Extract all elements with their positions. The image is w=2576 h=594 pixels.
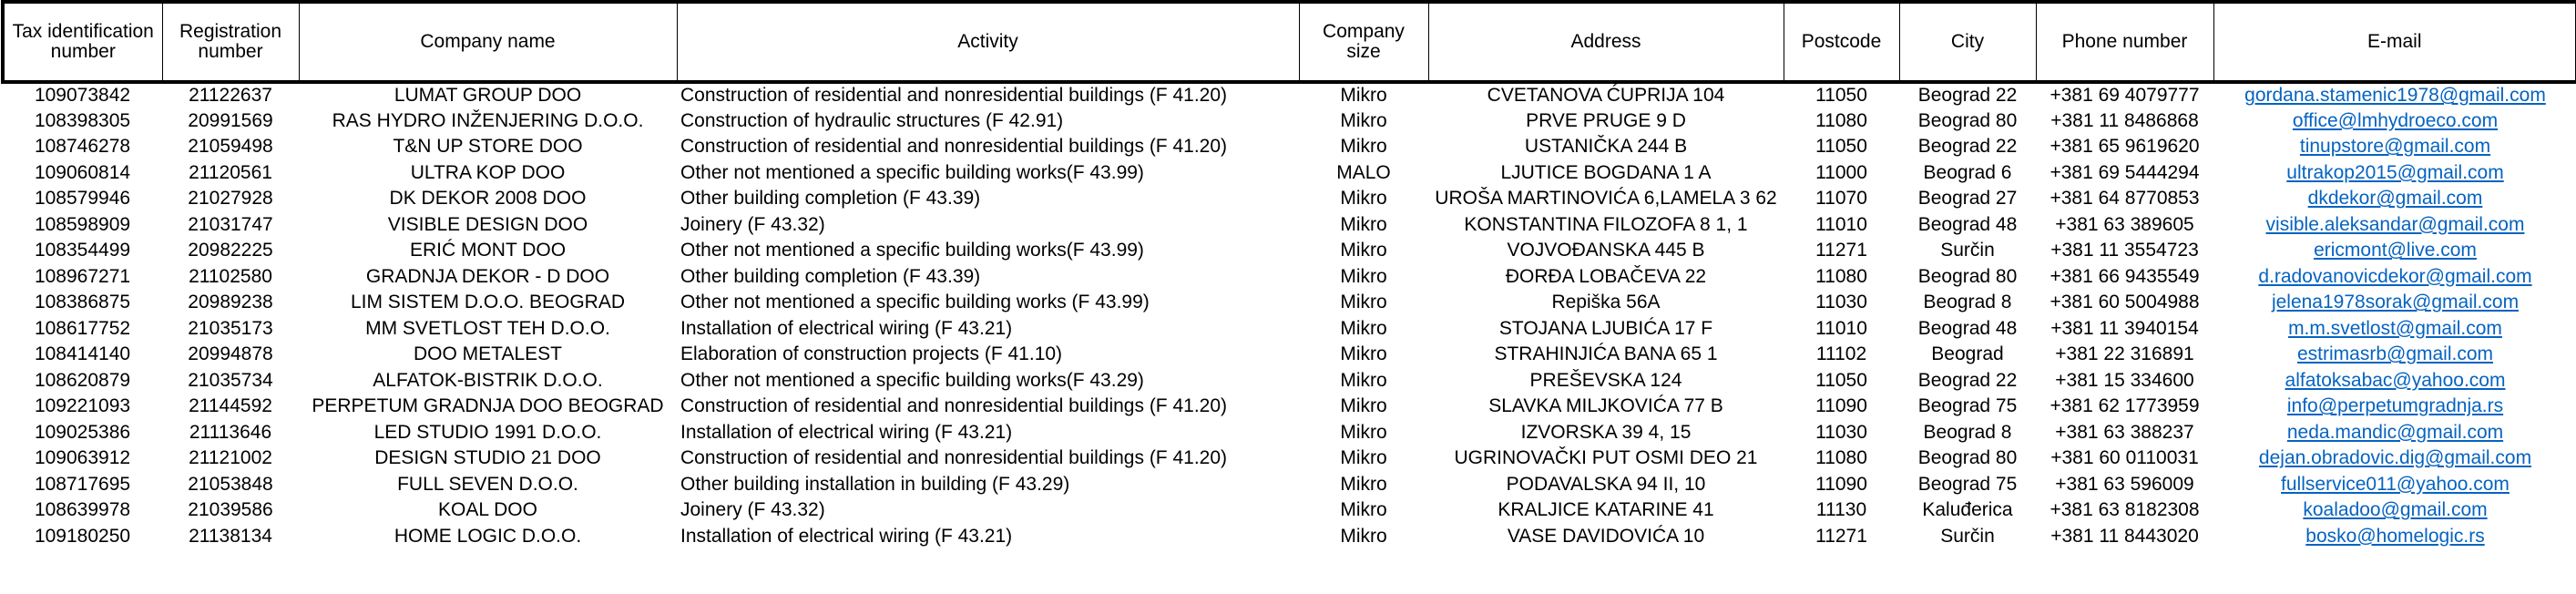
registration-number-cell: 20989238 [188, 292, 273, 313]
address-cell: KONSTANTINA FILOZOFA 8 1, 1 [1464, 213, 1748, 235]
header-activity: Activity [677, 2, 1299, 82]
company-name-cell: ALFATOK-BISTRIK D.O.O. [373, 369, 603, 391]
table-row [3, 238, 2576, 264]
postcode-cell: 11050 [1815, 85, 1867, 107]
registration-number-cell: 21035734 [188, 369, 273, 391]
address-cell: SLAVKA MILJKOVIĆA 77 B [1488, 395, 1723, 417]
postcode-cell: 11130 [1815, 499, 1867, 521]
city-cell: Beograd 6 [1923, 161, 2012, 183]
tax-id-cell: 108414140 [34, 343, 131, 365]
phone-number-cell: +381 11 8443020 [2050, 525, 2199, 547]
postcode-cell: 11010 [1815, 317, 1867, 339]
activity-cell: Other building completion (F 43.39) [680, 188, 981, 210]
registration-number-cell: 21035173 [188, 317, 273, 339]
company-size-cell: Mikro [1340, 109, 1387, 131]
activity-cell: Other not mentioned a specific building works (F 43.99) [680, 292, 1150, 313]
company-size-cell: Mikro [1340, 136, 1387, 158]
address-cell: PRVE PRUGE 9 D [1526, 109, 1686, 131]
email-link[interactable]: m.m.svetlost@gmail.com [2288, 317, 2502, 339]
city-cell: Beograd 75 [1917, 395, 2018, 417]
postcode-cell: 11271 [1815, 525, 1867, 547]
header-tax-id: Tax identification number [3, 2, 162, 82]
email-link[interactable]: office@lmhydroeco.com [2292, 109, 2499, 131]
phone-number-cell: +381 63 388237 [2055, 421, 2194, 443]
phone-number-cell: +381 11 3554723 [2050, 240, 2199, 261]
postcode-cell: 11090 [1815, 395, 1867, 417]
postcode-cell: 11050 [1815, 136, 1867, 158]
company-size-cell: Mikro [1340, 525, 1387, 547]
phone-number-cell: +381 69 4079777 [2050, 85, 2200, 107]
city-cell: Kaluđerica [1922, 499, 2013, 521]
address-cell: VOJVOĐANSKA 445 B [1507, 240, 1705, 261]
registration-number-cell: 21122637 [189, 85, 272, 107]
header-email: E-mail [2213, 2, 2576, 82]
activity-cell: Construction of hydraulic structures (F 42.91) [680, 109, 1064, 131]
email-link[interactable]: ericmont@live.com [2314, 240, 2477, 261]
city-cell: Beograd 22 [1917, 369, 2018, 391]
company-name-cell: PERPETUM GRADNJA DOO BEOGRAD [312, 395, 664, 417]
registration-number-cell: 21027928 [188, 188, 273, 210]
table-row [3, 446, 2576, 472]
postcode-cell: 11010 [1815, 213, 1867, 235]
company-name-cell: DK DEKOR 2008 DOO [389, 188, 587, 210]
address-cell: UROŠA MARTINOVIĆA 6,LAMELA 3 62 [1435, 188, 1777, 210]
company-size-cell: Mikro [1340, 395, 1387, 417]
postcode-cell: 11000 [1815, 161, 1867, 183]
activity-cell: Other building installation in building (F 43.29) [680, 473, 1070, 495]
company-name-cell: RAS HYDRO INŽENJERING D.O.O. [332, 109, 644, 131]
phone-number-cell: +381 63 596009 [2055, 473, 2194, 495]
address-cell: IZVORSKA 39 4, 15 [1520, 421, 1692, 443]
phone-number-cell: +381 60 0110031 [2050, 447, 2199, 469]
company-name-cell: FULL SEVEN D.O.O. [397, 473, 578, 495]
activity-cell: Construction of residential and nonresidential buildings (F 41.20) [680, 395, 1228, 417]
postcode-cell: 11271 [1815, 240, 1867, 261]
header-registration-number: Registration number [162, 2, 299, 82]
city-cell: Surčin [1940, 525, 1995, 547]
postcode-cell: 11030 [1815, 292, 1867, 313]
city-cell: Beograd 80 [1917, 447, 2018, 469]
activity-cell: Installation of electrical wiring (F 43.21) [680, 525, 1013, 547]
company-name-cell: GRADNJA DEKOR - D DOO [365, 265, 610, 287]
address-cell: UGRINOVAČKI PUT OSMI DEO 21 [1454, 447, 1758, 469]
company-name-cell: ERIĆ MONT DOO [409, 240, 567, 261]
tax-id-cell: 109073842 [34, 85, 131, 107]
phone-number-cell: +381 63 8182308 [2050, 499, 2200, 521]
company-size-cell: Mikro [1340, 188, 1387, 210]
tax-id-cell: 108639978 [34, 499, 131, 521]
address-cell: STOJANA LJUBIĆA 17 F [1498, 317, 1713, 339]
table-row [3, 134, 2576, 160]
table-row [3, 290, 2576, 316]
registration-number-cell: 21144592 [189, 395, 272, 417]
companies-table [1, 0, 2576, 549]
city-cell: Beograd [1931, 343, 2004, 365]
city-cell: Beograd 8 [1923, 421, 2012, 443]
postcode-cell: 11030 [1815, 421, 1867, 443]
activity-cell: Installation of electrical wiring (F 43.21) [680, 421, 1013, 443]
activity-cell: Construction of residential and nonresidential buildings (F 41.20) [680, 85, 1228, 107]
company-name-cell: DOO METALEST [414, 343, 562, 365]
city-cell: Beograd 75 [1917, 473, 2018, 495]
company-name-cell: T&N UP STORE DOO [393, 136, 583, 158]
address-cell: USTANIČKA 244 B [1524, 136, 1688, 158]
registration-number-cell: 21059498 [188, 136, 273, 158]
activity-cell: Installation of electrical wiring (F 43.21) [680, 317, 1013, 339]
email-link[interactable]: koaladoo@gmail.com [2303, 499, 2488, 521]
registration-number-cell: 21113646 [189, 421, 272, 443]
city-cell: Beograd 48 [1917, 213, 2018, 235]
table-row [3, 342, 2576, 368]
registration-number-cell: 21102580 [189, 265, 272, 287]
phone-number-cell: +381 62 1773959 [2050, 395, 2200, 417]
address-cell: PODAVALSKA 94 II, 10 [1506, 473, 1706, 495]
postcode-cell: 11080 [1815, 109, 1867, 131]
tax-id-cell: 108398305 [34, 109, 131, 131]
company-size-cell: Mikro [1340, 85, 1387, 107]
company-name-cell: DESIGN STUDIO 21 DOO [374, 447, 601, 469]
postcode-cell: 11070 [1815, 188, 1867, 210]
header-company-name: Company name [299, 2, 677, 82]
company-name-cell: LUMAT GROUP DOO [394, 85, 582, 107]
postcode-cell: 11050 [1815, 369, 1867, 391]
tax-id-cell: 108579946 [34, 188, 131, 210]
registration-number-cell: 20994878 [188, 343, 273, 365]
activity-cell: Joinery (F 43.32) [680, 213, 825, 235]
tax-id-cell: 109221093 [34, 395, 131, 417]
table-row [3, 472, 2576, 498]
email-link[interactable]: estrimasrb@gmail.com [2296, 343, 2494, 365]
table-row [3, 420, 2576, 446]
table-body [3, 82, 2576, 549]
city-cell: Beograd 27 [1917, 188, 2018, 210]
company-name-cell: ULTRA KOP DOO [410, 161, 566, 183]
company-name-cell: VISIBLE DESIGN DOO [387, 213, 588, 235]
company-size-cell: Mikro [1340, 213, 1387, 235]
phone-number-cell: +381 11 8486868 [2050, 109, 2199, 131]
registration-number-cell: 20982225 [188, 240, 273, 261]
header-address: Address [1428, 2, 1784, 82]
postcode-cell: 11080 [1815, 447, 1867, 469]
address-cell: CVETANOVA ĆUPRIJA 104 [1487, 85, 1725, 107]
address-cell: KRALJICE KATARINE 41 [1498, 499, 1714, 521]
tax-id-cell: 109180250 [34, 525, 131, 547]
city-cell: Beograd 80 [1917, 265, 2018, 287]
table-row [3, 524, 2576, 550]
phone-number-cell: +381 64 8770853 [2050, 188, 2200, 210]
postcode-cell: 11102 [1815, 343, 1867, 365]
tax-id-cell: 108386875 [34, 292, 131, 313]
address-cell: ĐORĐA LOBAČEVA 22 [1505, 265, 1707, 287]
table-row [3, 82, 2576, 108]
table-row [3, 186, 2576, 212]
table-row [3, 264, 2576, 291]
tax-id-cell: 108354499 [34, 240, 131, 261]
header-company-size: Company size [1299, 2, 1428, 82]
table-row [3, 316, 2576, 343]
company-size-cell: Mikro [1340, 447, 1387, 469]
company-name-cell: LIM SISTEM D.O.O. BEOGRAD [350, 292, 626, 313]
activity-cell: Elaboration of construction projects (F 41.10) [680, 343, 1063, 365]
registration-number-cell: 21138134 [189, 525, 272, 547]
registration-number-cell: 21039586 [188, 499, 273, 521]
city-cell: Surčin [1940, 240, 1995, 261]
phone-number-cell: +381 66 9435549 [2050, 265, 2200, 287]
table-row [3, 160, 2576, 187]
tax-id-cell: 108717695 [34, 473, 131, 495]
company-size-cell: Mikro [1340, 240, 1387, 261]
registration-number-cell: 21121002 [189, 447, 272, 469]
company-size-cell: Mikro [1340, 421, 1387, 443]
company-size-cell: Mikro [1340, 499, 1387, 521]
tax-id-cell: 109025386 [34, 421, 131, 443]
postcode-cell: 11090 [1815, 473, 1867, 495]
tax-id-cell: 109063912 [34, 447, 131, 469]
company-name-cell: MM SVETLOST TEH D.O.O. [365, 317, 610, 339]
activity-cell: Joinery (F 43.32) [680, 499, 825, 521]
tax-id-cell: 108746278 [34, 136, 131, 158]
email-link[interactable]: gordana.stamenic1978@gmail.com [2244, 85, 2546, 107]
company-size-cell: Mikro [1340, 473, 1387, 495]
tax-id-cell: 109060814 [34, 161, 131, 183]
activity-cell: Construction of residential and nonresidential buildings (F 41.20) [680, 136, 1228, 158]
address-cell: Repiška 56A [1551, 292, 1661, 313]
address-cell: VASE DAVIDOVIĆA 10 [1507, 525, 1705, 547]
city-cell: Beograd 22 [1917, 136, 2018, 158]
company-size-cell: Mikro [1340, 292, 1387, 313]
table-row [3, 108, 2576, 135]
company-size-cell: Mikro [1340, 369, 1387, 391]
postcode-cell: 11080 [1815, 265, 1867, 287]
tax-id-cell: 108967271 [34, 265, 131, 287]
city-cell: Beograd 22 [1917, 85, 2018, 107]
company-name-cell: HOME LOGIC D.O.O. [394, 525, 582, 547]
phone-number-cell: +381 65 9619620 [2050, 136, 2200, 158]
header-city: City [1899, 2, 2036, 82]
company-size-cell: MALO [1336, 161, 1391, 183]
address-cell: LJUTICE BOGDANA 1 A [1500, 161, 1712, 183]
phone-number-cell: +381 22 316891 [2055, 343, 2194, 365]
phone-number-cell: +381 15 334600 [2055, 369, 2194, 391]
activity-cell: Other not mentioned a specific building works(F 43.99) [680, 161, 1144, 183]
phone-number-cell: +381 60 5004988 [2050, 292, 2200, 313]
table-row [3, 394, 2576, 420]
phone-number-cell: +381 69 5444294 [2050, 161, 2200, 183]
registration-number-cell: 20991569 [188, 109, 273, 131]
company-size-cell: Mikro [1340, 265, 1387, 287]
tax-id-cell: 108620879 [34, 369, 131, 391]
email-link[interactable]: visible.aleksandar@gmail.com [2265, 213, 2525, 235]
email-link[interactable]: dejan.obradovic.dig@gmail.com [2258, 447, 2532, 469]
address-cell: PREŠEVSKA 124 [1529, 369, 1682, 391]
email-link[interactable]: d.radovanovicdekor@gmail.com [2258, 265, 2532, 287]
registration-number-cell: 21053848 [188, 473, 273, 495]
activity-cell: Other building completion (F 43.39) [680, 265, 981, 287]
city-cell: Beograd 48 [1917, 317, 2018, 339]
table-row [3, 212, 2576, 239]
company-name-cell: KOAL DOO [438, 499, 537, 521]
city-cell: Beograd 80 [1917, 109, 2018, 131]
email-link[interactable]: bosko@homelogic.rs [2305, 525, 2485, 547]
registration-number-cell: 21031747 [188, 213, 273, 235]
header-postcode: Postcode [1784, 2, 1899, 82]
email-link[interactable]: ultrakop2015@gmail.com [2286, 161, 2504, 183]
company-size-cell: Mikro [1340, 317, 1387, 339]
activity-cell: Other not mentioned a specific building works(F 43.99) [680, 240, 1144, 261]
header-phone-number: Phone number [2036, 2, 2213, 82]
email-link[interactable]: alfatoksabac@yahoo.com [2285, 369, 2506, 391]
company-size-cell: Mikro [1340, 343, 1387, 365]
activity-cell: Construction of residential and nonresidential buildings (F 41.20) [680, 447, 1228, 469]
email-link[interactable]: dkdekor@gmail.com [2307, 188, 2483, 210]
email-link[interactable]: jelena1978sorak@gmail.com [2271, 292, 2520, 313]
email-link[interactable]: fullservice011@yahoo.com [2281, 473, 2510, 495]
tax-id-cell: 108598909 [34, 213, 131, 235]
email-link[interactable]: tinupstore@gmail.com [2299, 136, 2491, 158]
phone-number-cell: +381 11 3940154 [2050, 317, 2199, 339]
email-link[interactable]: info@perpetumgradnja.rs [2286, 395, 2504, 417]
phone-number-cell: +381 63 389605 [2055, 213, 2194, 235]
address-cell: STRAHINJIĆA BANA 65 1 [1494, 343, 1718, 365]
company-name-cell: LED STUDIO 1991 D.O.O. [373, 421, 602, 443]
header-row [3, 2, 2576, 82]
table-row [3, 368, 2576, 394]
registration-number-cell: 21120561 [189, 161, 272, 183]
tax-id-cell: 108617752 [34, 317, 131, 339]
table-row [3, 497, 2576, 524]
email-link[interactable]: neda.mandic@gmail.com [2286, 421, 2504, 443]
activity-cell: Other not mentioned a specific building works(F 43.29) [680, 369, 1144, 391]
city-cell: Beograd 8 [1923, 292, 2012, 313]
